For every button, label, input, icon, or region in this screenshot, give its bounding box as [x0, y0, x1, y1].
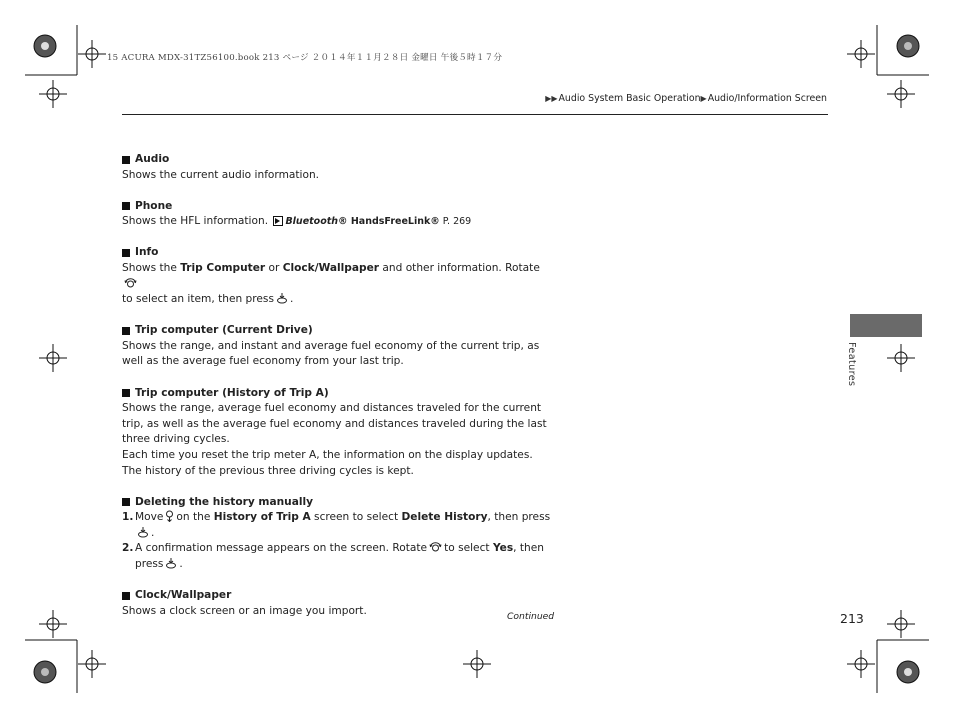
section-text: Shows the range, and instant and average fuel economy of the current trip, as well as the average fuel economy from your last trip. — [122, 339, 540, 368]
section-heading: Deleting the history manually — [122, 495, 552, 511]
section-heading: Clock/Wallpaper — [122, 588, 552, 604]
breadcrumb-triangle-icon: ▶▶ — [545, 94, 558, 103]
registration-target-icons — [39, 40, 915, 678]
section-text: Shows the range, average fuel economy and distances traveled for the current trip, as well as the average fuel economy and distances traveled during the last three driving cycles. — [122, 402, 547, 446]
section-text: Shows the Trip Computer or Clock/Wallpaper and other information. Rotate to select an item, then press . — [122, 261, 540, 306]
section-text: Shows the HFL information. Bluetooth® HandsFreeLink® P. 269 — [122, 215, 472, 228]
section-heading: Info — [122, 245, 552, 261]
print-header: 15 ACURA MDX-31TZ56100.book 213 ページ ２０１４年１１月２８日 金曜日 午後５時１７分 — [107, 53, 503, 63]
breadcrumb-triangle-icon: ▶ — [700, 94, 707, 103]
color-wheel-icons — [34, 35, 919, 683]
section-heading: Phone — [122, 199, 552, 215]
step-item: 1. Move on the History of Trip A screen to select Delete History, then press. — [122, 511, 551, 539]
cross-reference-link[interactable]: Bluetooth® HandsFreeLink® P. 269 — [271, 216, 471, 227]
continued-label: Continued — [507, 611, 555, 622]
page-number: 213 — [840, 611, 864, 626]
section-heading: Trip computer (Current Drive) — [122, 323, 552, 339]
section-text: Shows a clock screen or an image you import. — [122, 604, 367, 617]
section-heading: Audio — [122, 152, 552, 168]
breadcrumb-item[interactable]: Audio/Information Screen — [707, 93, 827, 104]
step-item: 2. A confirmation message appears on the screen. Rotate to select Yes, then press . — [122, 542, 544, 570]
section-text: Each time you reset the trip meter A, the information on the display updates. The history of the previous three driving cycles is kept. — [122, 448, 533, 477]
chapter-tab-label: Features — [846, 342, 857, 387]
breadcrumb-item[interactable]: Audio System Basic Operation — [558, 93, 701, 104]
section-text: Shows the current audio information. — [122, 168, 320, 181]
section-heading: Trip computer (History of Trip A) — [122, 386, 552, 402]
